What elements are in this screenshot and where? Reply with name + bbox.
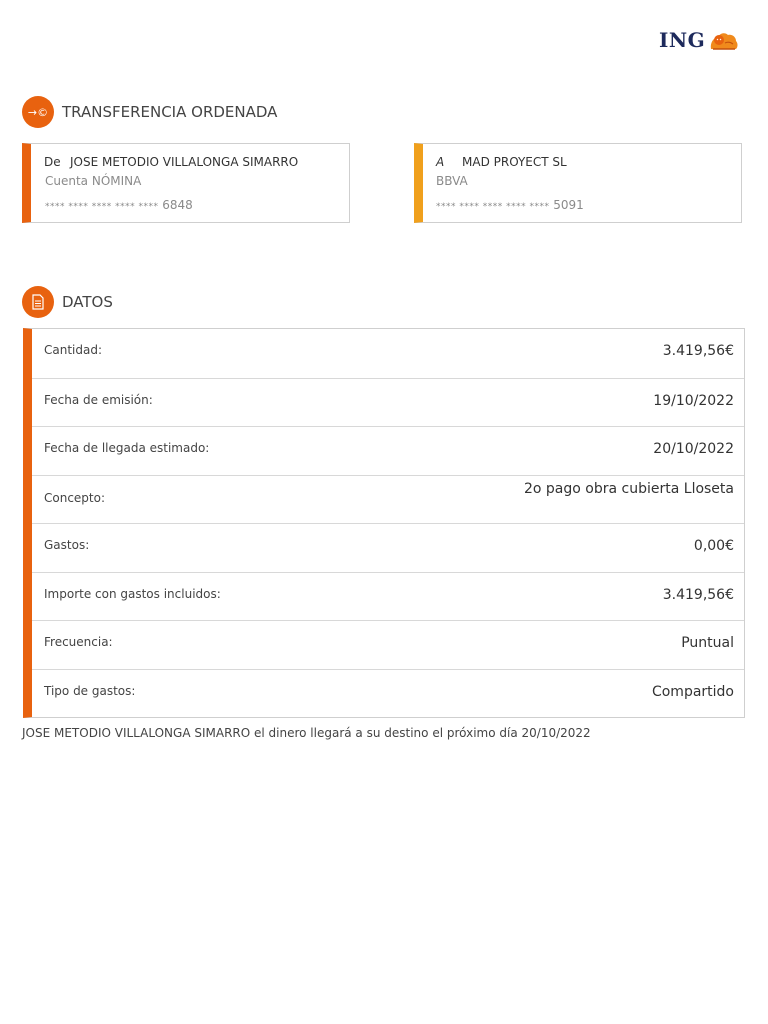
transfer-section-title: TRANSFERENCIA ORDENADA (62, 103, 278, 121)
detail-row-issue-date (32, 378, 744, 427)
to-account-card (414, 143, 742, 223)
detail-label: Cantidad: (44, 343, 103, 357)
from-account-last-digits: 6848 (162, 198, 193, 212)
from-name: JOSE METODIO VILLALONGA SIMARRO (70, 155, 299, 169)
to-name-line (436, 155, 567, 169)
detail-value: 2o pago obra cubierta Lloseta (524, 480, 734, 497)
detail-value: 20/10/2022 (653, 441, 734, 457)
to-bank: BBVA (436, 174, 468, 188)
ing-logo (659, 28, 740, 52)
from-account-number (45, 198, 193, 212)
detail-value: 0,00€ (693, 538, 734, 554)
transfer-details-table (23, 328, 745, 718)
to-account-mask: **** **** **** **** **** (436, 202, 550, 212)
ing-logo-text: ING (659, 28, 706, 52)
detail-value: 3.419,56€ (662, 586, 734, 603)
data-section-title: DATOS (62, 293, 113, 311)
data-section-header (22, 286, 113, 318)
from-account-type: Cuenta NÓMINA (45, 174, 142, 188)
detail-label: Fecha de emisión: (44, 392, 153, 407)
detail-row-total-with-fees (32, 572, 744, 621)
detail-value: 3.419,56€ (662, 343, 734, 359)
detail-row-arrival-date (32, 426, 744, 475)
detail-label: Tipo de gastos: (44, 683, 136, 698)
transfer-euro-icon: →© (22, 96, 54, 128)
to-name: MAD PROYECT SL (462, 155, 567, 169)
to-account-last-digits: 5091 (553, 198, 584, 212)
detail-label: Frecuencia: (44, 635, 113, 649)
from-account-mask: **** **** **** **** **** (45, 202, 159, 212)
lion-icon (708, 29, 740, 51)
from-name-line (44, 155, 298, 169)
arrival-note: JOSE METODIO VILLALONGA SIMARRO el dinero llegará a su destino el próximo día 20/10/2022 (22, 726, 591, 740)
detail-row-concept (32, 475, 744, 524)
detail-label: Fecha de llegada estimado: (44, 441, 210, 455)
detail-value: Puntual (681, 635, 734, 651)
detail-value: Compartido (651, 683, 734, 700)
detail-row-amount (32, 329, 744, 378)
to-account-number (436, 198, 584, 212)
transfer-section-header (22, 96, 277, 128)
detail-label: Concepto: (44, 490, 106, 505)
detail-row-fee-type (32, 669, 744, 718)
detail-row-frequency (32, 620, 744, 669)
detail-row-fees (32, 523, 744, 572)
detail-label: Gastos: (44, 538, 90, 552)
detail-value: 19/10/2022 (653, 392, 734, 409)
from-prefix: De (44, 155, 61, 169)
to-prefix: A (436, 155, 445, 169)
from-account-card (22, 143, 350, 223)
detail-label: Importe con gastos incluidos: (44, 586, 221, 601)
document-glyph-icon (31, 294, 45, 310)
document-icon (22, 286, 54, 318)
